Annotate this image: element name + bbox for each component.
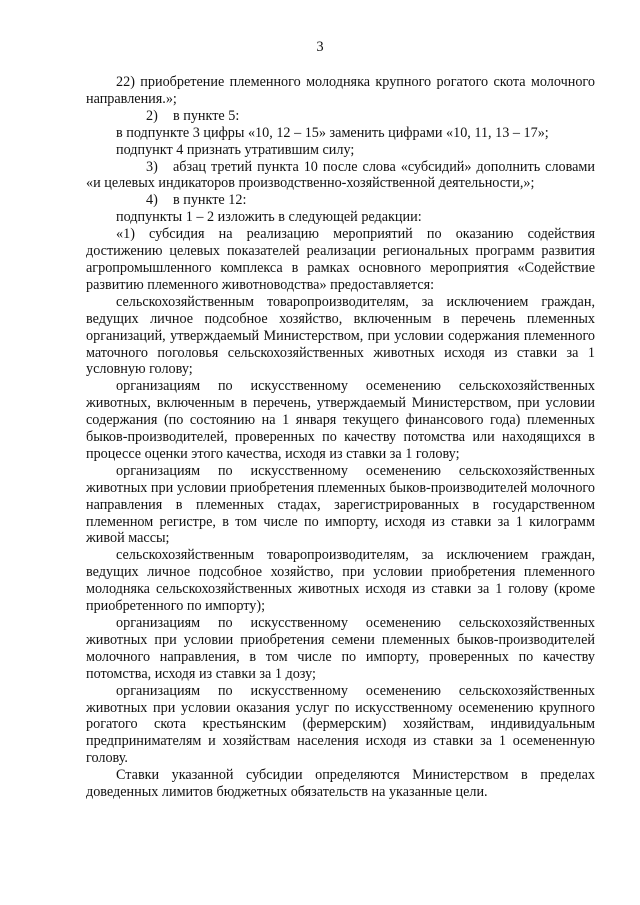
paragraph: подпункт 4 признать утратившим силу; bbox=[116, 141, 355, 158]
paragraph-number: 2) bbox=[146, 107, 158, 124]
paragraph-number: 4) bbox=[146, 192, 158, 209]
paragraph: организациям по искусственному осеменению сельскохозяйственных животных при условии оказания услуг по искусственному осеменению крупного рогатого скота крестьянским (фермерским) хозяйствам, индивидуальным предпринимателям и хозяйствам населения исходя из ставки за 1 осемененную голову. bbox=[86, 682, 595, 767]
paragraph-text: в пункте 5: bbox=[173, 107, 240, 124]
paragraph: организациям по искусственному осеменению сельскохозяйственных животных, включенным в перечень, утверждаемый Министерством, при условии содержания (по состоянию на 1 января текущего финансового года) племенных быков-производителей, проверенных по качеству потомства или находящихся в процессе оценки этого качества, исходя из ставки за 1 голову; bbox=[86, 378, 595, 462]
paragraph: организациям по искусственному осеменению сельскохозяйственных животных при условии приобретения семени племенных быков-производителей молочного направления, в том числе по импорту, проверенных по качеству потомства, исходя из ставки за 1 дозу; bbox=[86, 615, 595, 682]
paragraph: сельскохозяйственным товаропроизводителям, за исключением граждан, ведущих личное подсобное хозяйство, включенным в перечень племенных организаций, утверждаемый Министерством, при условии содержания племенного маточного поголовья сельскохозяйственных животных исходя из ставки за 1 условную голову; bbox=[86, 293, 595, 378]
paragraph: «1) субсидия на реализацию мероприятий по оказанию содействия достижению целевых показателей реализации региональных программ развития агропромышленного комплекса в рамках основного мероприятия «Содействие развитию племенного животноводства» предоставляется: bbox=[86, 226, 595, 293]
page-number: 3 bbox=[316, 39, 324, 55]
numbered-paragraph bbox=[86, 108, 595, 125]
paragraph: в подпункте 3 цифры «10, 12 – 15» заменить цифрами «10, 11, 13 – 17»; bbox=[116, 124, 549, 141]
paragraph: 22) приобретение племенного молодняка крупного рогатого скота молочного направления.»; bbox=[86, 74, 595, 107]
numbered-paragraph bbox=[86, 159, 595, 193]
paragraph-number: 3) bbox=[146, 158, 158, 175]
document-body bbox=[86, 74, 595, 801]
paragraph: организациям по искусственному осеменению сельскохозяйственных животных при условии приобретения племенных быков-производителей молочного направления в племенных стадах, зарегистрированных в государственном племенном регистре, в том числе по импорту, исходя из ставки за 1 килограмм живой массы; bbox=[86, 462, 595, 547]
numbered-paragraph bbox=[86, 192, 595, 209]
paragraph: сельскохозяйственным товаропроизводителям, за исключением граждан, ведущих личное подсобное хозяйство, при условии приобретения племенного молодняка сельскохозяйственных животных исходя из ставки за 1 голову (кроме приобретенного по импорту); bbox=[86, 547, 595, 615]
paragraph: Ставки указанной субсидии определяются Министерством в пределах доведенных лимитов бюджетных обязательств на указанные цели. bbox=[86, 767, 595, 801]
paragraph-text: в пункте 12: bbox=[173, 192, 247, 209]
paragraph: подпункты 1 – 2 изложить в следующей редакции: bbox=[116, 209, 422, 226]
paragraph-text: абзац третий пункта 10 после слова «субсидий» дополнить словами «и целевых индикаторов производственно-хозяйственной деятельности,»; bbox=[86, 158, 595, 192]
